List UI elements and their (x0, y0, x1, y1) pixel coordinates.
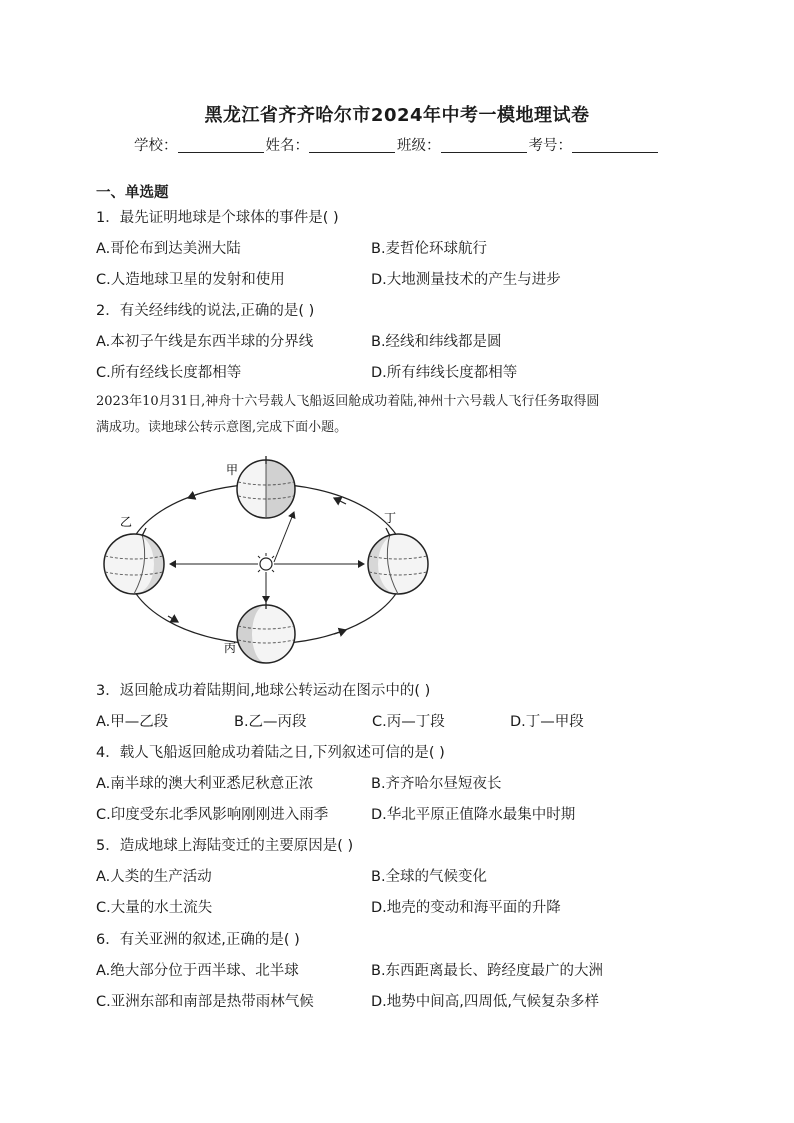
page-title: 黑龙江省齐齐哈尔市2024年中考一模地理试卷 (204, 105, 590, 126)
class-blank (441, 136, 527, 153)
option-d: D.大地测量技术的产生与进步 (371, 272, 561, 288)
option-a: A.绝大部分位于西半球、北半球 (96, 963, 299, 979)
option-b: B.全球的气候变化 (371, 869, 488, 885)
question-stem: 1．最先证明地球是个球体的事件是( ) (96, 210, 339, 226)
class-label: 班级： (397, 138, 441, 154)
option-c: C.所有经线长度都相等 (96, 365, 242, 381)
question-stem: 5．造成地球上海陆变迁的主要原因是( ) (96, 838, 354, 854)
option-c: C.亚洲东部和南部是热带雨林气候 (96, 994, 314, 1010)
passage-line: 满成功。读地球公转示意图,完成下面小题。 (96, 420, 348, 435)
name-label: 姓名： (265, 138, 309, 154)
question-stem: 4．载人飞船返回舱成功着陆之日,下列叙述可信的是( ) (96, 745, 445, 761)
earth-yi (104, 528, 164, 594)
orbit-arrow (334, 630, 346, 634)
option-d: D.丁—甲段 (510, 714, 584, 730)
school-blank (178, 136, 264, 153)
option-a: A.哥伦布到达美洲大陆 (96, 241, 241, 257)
option-d: D.地壳的变动和海平面的升降 (371, 900, 561, 916)
option-a: A.南半球的澳大利亚悉尼秋意正浓 (96, 776, 314, 792)
option-c: C.印度受东北季风影响刚刚进入雨季 (96, 807, 329, 823)
option-a: A.甲—乙段 (96, 714, 169, 730)
passage-line: 2023年10月31日,神舟十六号载人飞船返回舱成功着陆,神州十六号载人飞行任务取得圆 (96, 394, 600, 409)
exam-no-label: 考号： (528, 138, 572, 154)
option-c: C.大量的水土流失 (96, 900, 213, 916)
question-stem: 6．有关亚洲的叙述,正确的是( ) (96, 932, 300, 948)
option-a: A.本初子午线是东西半球的分界线 (96, 334, 314, 350)
name-blank (309, 136, 395, 153)
section-heading: 一、单选题 (96, 185, 169, 201)
option-b: B.麦哲伦环球航行 (371, 241, 488, 257)
option-d: D.所有纬线长度都相等 (371, 365, 518, 381)
option-d: D.华北平原正值降水最集中时期 (371, 807, 576, 823)
orbit-arrow (168, 616, 178, 622)
earth-orbit-diagram (98, 456, 436, 666)
sun-icon (255, 553, 277, 575)
option-b: B.经线和纬线都是圆 (371, 334, 502, 350)
option-b: B.齐齐哈尔昼短夜长 (371, 776, 502, 792)
sun-ray (274, 512, 294, 562)
option-b: B.东西距离最长、跨经度最广的大洲 (371, 963, 604, 979)
student-info-line (0, 134, 794, 155)
earth-bing (237, 601, 295, 663)
orbit-arrow (334, 498, 346, 504)
label-ding: 丁 (384, 511, 397, 525)
label-jia: 甲 (226, 463, 239, 477)
question-stem: 3．返回舱成功着陆期间,地球公转运动在图示中的( ) (96, 683, 431, 699)
option-a: A.人类的生产活动 (96, 869, 212, 885)
earth-ding (368, 528, 428, 594)
exam-no-blank (572, 136, 658, 153)
orbit-arrow (188, 494, 198, 498)
option-c: C.人造地球卫星的发射和使用 (96, 272, 285, 288)
earth-jia (237, 456, 295, 518)
label-bing: 丙 (224, 641, 237, 655)
reading-passage (96, 389, 706, 441)
option-d: D.地势中间高,四周低,气候复杂多样 (371, 994, 599, 1010)
school-label: 学校： (134, 138, 178, 154)
option-b: B.乙—丙段 (234, 714, 307, 730)
label-yi: 乙 (120, 515, 133, 529)
option-c: C.丙—丁段 (372, 714, 445, 730)
question-stem: 2．有关经纬线的说法,正确的是( ) (96, 303, 315, 319)
